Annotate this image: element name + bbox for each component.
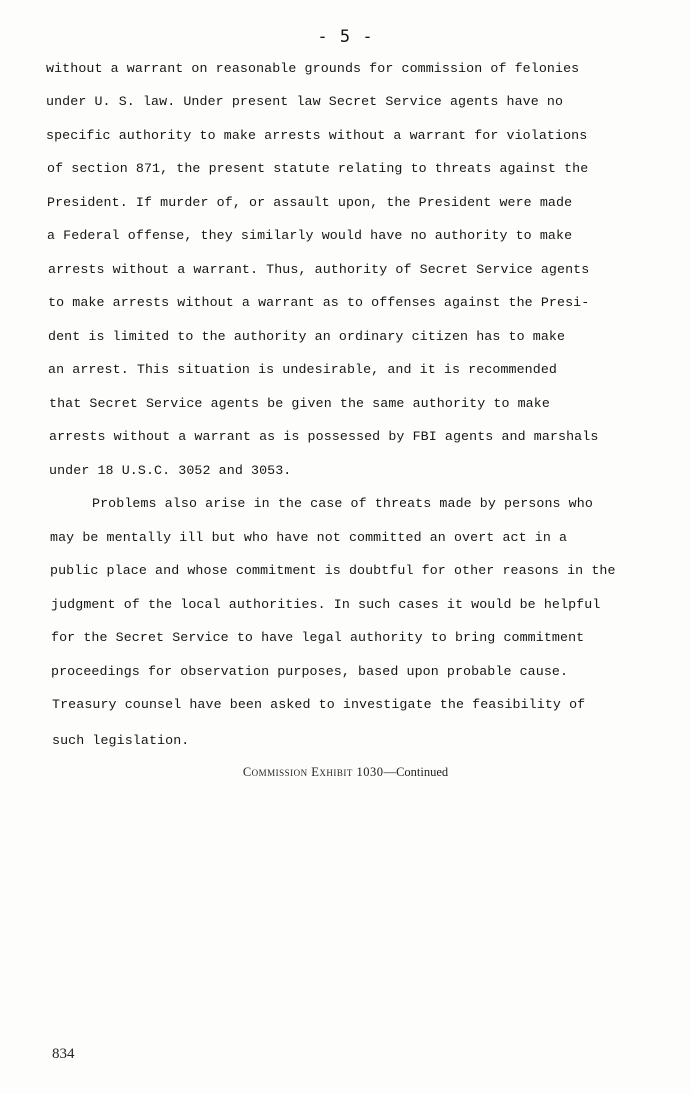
text-line: of section 871, the present statute relating to threats against the bbox=[47, 161, 589, 176]
text-line: Treasury counsel have been asked to investigate the feasibility of bbox=[52, 697, 586, 712]
text-line: to make arrests without a warrant as to offenses against the Presi- bbox=[48, 295, 590, 310]
page-number: 834 bbox=[52, 1046, 75, 1062]
text-line: dent is limited to the authority an ordinary citizen has to make bbox=[48, 329, 566, 344]
page-header: - 5 - bbox=[317, 27, 374, 47]
text-line: specific authority to make arrests without a warrant for violations bbox=[46, 128, 588, 143]
text-line: an arrest. This situation is undesirable, and it is recommended bbox=[48, 362, 558, 377]
text-line: such legislation. bbox=[52, 733, 190, 748]
text-line: arrests without a warrant as is possessed by FBI agents and marshals bbox=[49, 429, 599, 444]
text-line: without a warrant on reasonable grounds for commission of felonies bbox=[46, 61, 580, 76]
text-line: judgment of the local authorities. In such cases it would be helpful bbox=[51, 597, 601, 612]
exhibit-caption-title: Commission Exhibit 1030 bbox=[242, 765, 384, 779]
text-line: may be mentally ill but who have not committed an overt act in a bbox=[50, 530, 568, 545]
exhibit-caption bbox=[0, 765, 691, 780]
text-line: proceedings for observation purposes, based upon probable cause. bbox=[51, 664, 569, 679]
text-line: arrests without a warrant. Thus, authority of Secret Service agents bbox=[48, 262, 590, 277]
text-line: under U. S. law. Under present law Secret Service agents have no bbox=[46, 94, 564, 109]
exhibit-caption-suffix: —Continued bbox=[383, 765, 449, 779]
text-line: Problems also arise in the case of threats made by persons who bbox=[92, 496, 593, 511]
text-line: a Federal offense, they similarly would have no authority to make bbox=[47, 228, 573, 243]
text-line: for the Secret Service to have legal authority to bring commitment bbox=[51, 630, 585, 645]
text-line: that Secret Service agents be given the same authority to make bbox=[49, 396, 550, 411]
text-line: President. If murder of, or assault upon, the President were made bbox=[47, 195, 573, 210]
text-line: under 18 U.S.C. 3052 and 3053. bbox=[49, 463, 292, 478]
text-line: public place and whose commitment is doubtful for other reasons in the bbox=[50, 563, 616, 578]
